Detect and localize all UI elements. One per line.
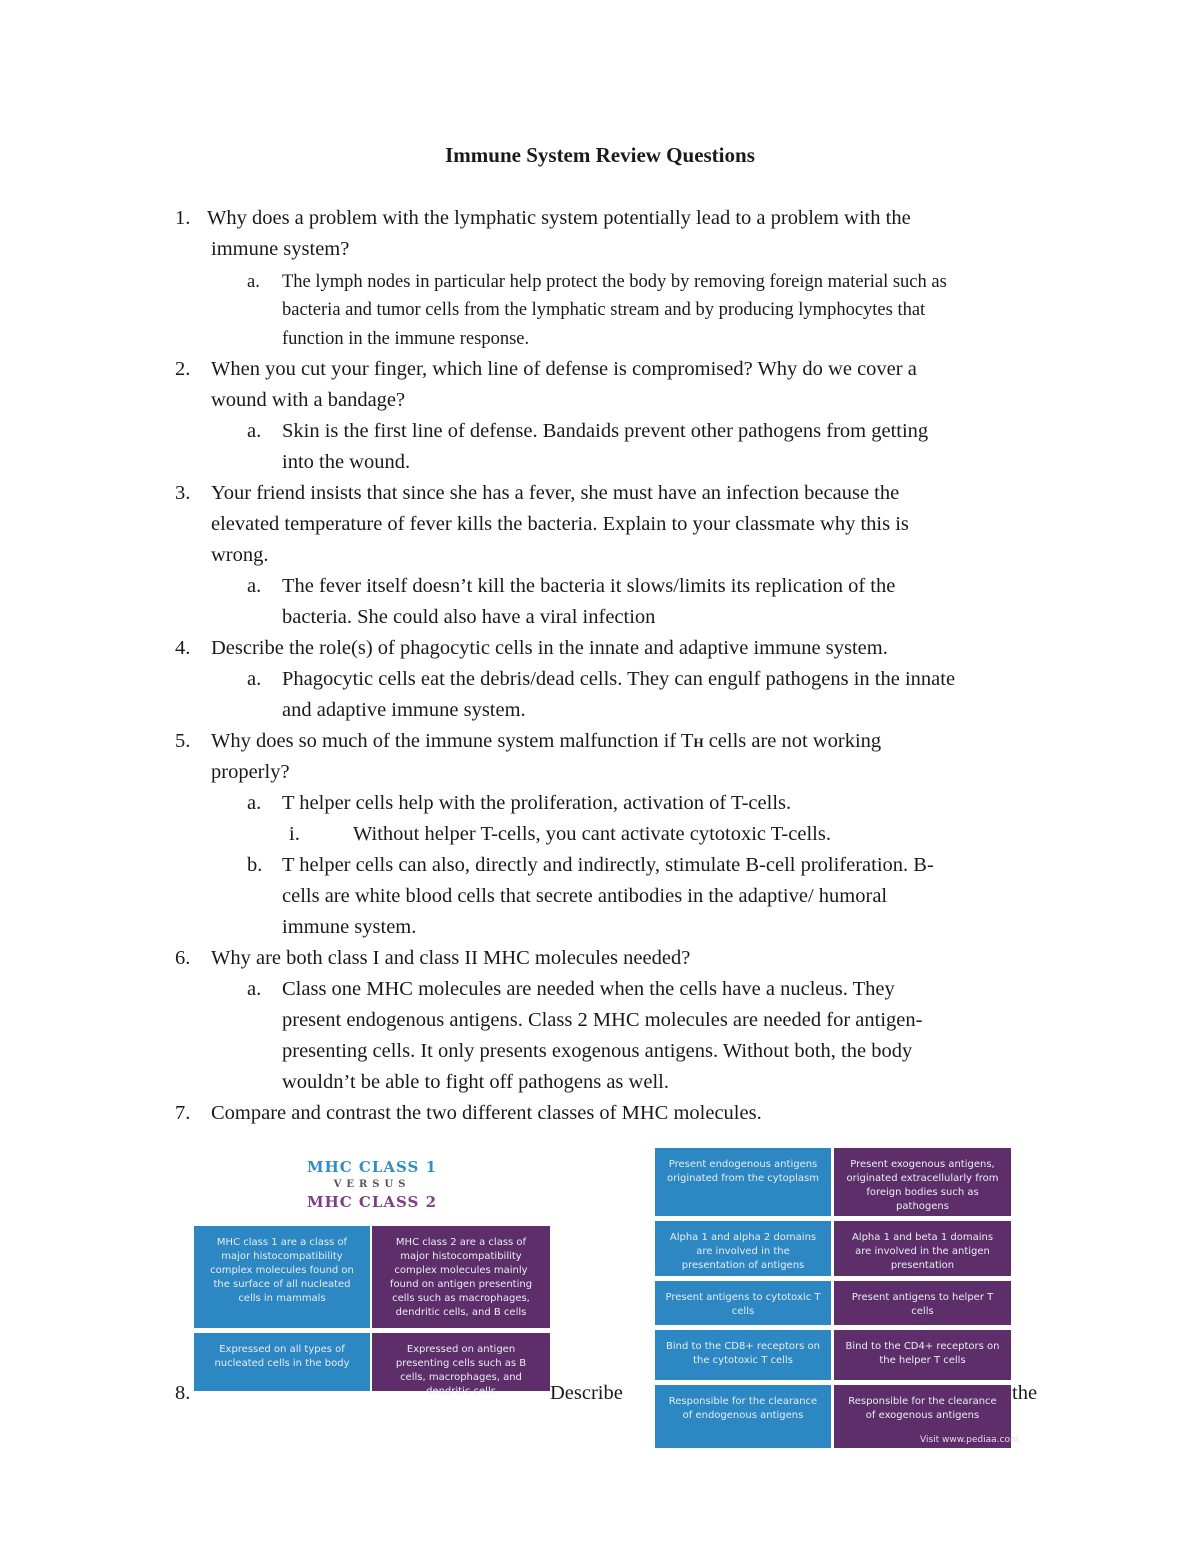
answer-4a-line-2: and adaptive immune system. [282, 699, 526, 721]
question-7-text-line-1: Compare and contrast the two different classes of MHC molecules. [211, 1102, 762, 1124]
answer-5b-line-3: immune system. [282, 916, 417, 938]
question-8-word-describe: Describe [550, 1382, 623, 1404]
question-3-number: 3. [175, 482, 191, 504]
figure-2-divider [655, 1381, 1011, 1384]
question-5-text-line-1 [211, 729, 881, 755]
question-3-text-line-2: elevated temperature of fever kills the bacteria. Explain to your classmate why this is [211, 513, 909, 535]
figure-1-heading-versus: VERSUS [333, 1179, 411, 1190]
answer-6a-line-2: present endogenous antigens. Class 2 MHC molecules are needed for antigen- [282, 1009, 923, 1031]
answer-5b-marker: b. [247, 854, 263, 876]
question-1-text-line-2: immune system? [211, 238, 350, 260]
answer-5a-i-line-1: Without helper T-cells, you cant activate cytotoxic T-cells. [353, 823, 831, 845]
figure-1-heading-class-2: MHC CLASS 2 [306, 1193, 438, 1211]
question-5-text-pre: Why does so much of the immune system malfunction if T [211, 730, 694, 752]
answer-3a-line-1: The fever itself doesn’t kill the bacteria it slows/limits its replication of the [282, 575, 896, 597]
question-7-number: 7. [175, 1102, 191, 1124]
question-8-word-the: the [1012, 1382, 1038, 1404]
question-3-text-line-1: Your friend insists that since she has a fever, she must have an infection because the [211, 482, 900, 504]
figure-1-heading-class-1: MHC CLASS 1 [306, 1158, 438, 1176]
question-4-number: 4. [175, 637, 191, 659]
answer-1a-line-3: function in the immune response. [282, 329, 530, 349]
answer-3a-line-2: bacteria. She could also have a viral infection [282, 606, 656, 628]
question-1-text-line-1: Why does a problem with the lymphatic system potentially lead to a problem with the [207, 207, 911, 229]
answer-2a-line-2: into the wound. [282, 451, 411, 473]
answer-1a-line-1: The lymph nodes in particular help protect the body by removing foreign material such as [282, 272, 947, 292]
figure-1-class-2-expression: Expressed on antigen presenting cells such as B cells, macrophages, and dendritic cells [372, 1333, 550, 1391]
answer-5a-marker: a. [247, 792, 262, 814]
answer-5b-line-2: cells are white blood cells that secrete antibodies in the adaptive/ humoral [282, 885, 888, 907]
figure-2-row-4-left: Bind to the CD8+ receptors on the cytotoxic T cells [655, 1330, 831, 1380]
question-5-subscript: H [693, 735, 704, 750]
figure-2-row-5-left: Responsible for the clearance of endogenous antigens [655, 1385, 831, 1448]
question-1-number: 1. [175, 207, 191, 229]
question-4-text-line-1: Describe the role(s) of phagocytic cells in the innate and adaptive immune system. [211, 637, 888, 659]
answer-1a-line-2: bacteria and tumor cells from the lymphatic stream and by producing lymphocytes that [282, 300, 926, 320]
question-5-number: 5. [175, 730, 191, 752]
figure-2-divider [655, 1277, 1011, 1280]
question-2-number: 2. [175, 358, 191, 380]
figure-1-class-1-definition: MHC class 1 are a class of major histocompatibility complex molecules found on the surface of all nucleated cells in mammals [194, 1226, 370, 1328]
question-5-text-post: cells are not working [703, 730, 882, 752]
answer-6a-line-3: presenting cells. It only presents exogenous antigens. Without both, the body [282, 1040, 913, 1062]
figure-2-row-3-right: Present antigens to helper T cells [834, 1281, 1011, 1325]
answer-6a-line-4: wouldn’t be able to fight off pathogens as well. [282, 1071, 669, 1093]
figure-2-row-1-left: Present endogenous antigens originated from the cytoplasm [655, 1148, 831, 1216]
question-2-text-line-1: When you cut your finger, which line of defense is compromised? Why do we cover a [211, 358, 917, 380]
figure-2-credit: Visit www.pediaa.com [920, 1435, 1019, 1445]
question-2-text-line-2: wound with a bandage? [211, 389, 406, 411]
question-6-number: 6. [175, 947, 191, 969]
question-3-text-line-3: wrong. [211, 544, 269, 566]
answer-4a-line-1: Phagocytic cells eat the debris/dead cells. They can engulf pathogens in the innate [282, 668, 956, 690]
figure-2-row-1-right: Present exogenous antigens, originated extracellularly from foreign bodies such as pathogens [834, 1148, 1011, 1216]
answer-5a-line-1: T helper cells help with the proliferation, activation of T-cells. [282, 792, 792, 814]
figure-2-row-2-left: Alpha 1 and alpha 2 domains are involved in the presentation of antigens [655, 1221, 831, 1276]
answer-2a-marker: a. [247, 420, 262, 442]
figure-2-row-2-right: Alpha 1 and beta 1 domains are involved in the antigen presentation [834, 1221, 1011, 1276]
answer-4a-marker: a. [247, 668, 262, 690]
answer-5a-i-marker: i. [289, 823, 300, 845]
answer-2a-line-1: Skin is the first line of defense. Bandaids prevent other pathogens from getting [282, 420, 929, 442]
figure-1-class-1-expression: Expressed on all types of nucleated cells in the body [194, 1333, 370, 1391]
figure-2-row-5-right: Responsible for the clearance of exogenous antigens [834, 1385, 1011, 1448]
answer-3a-marker: a. [247, 575, 262, 597]
figure-1-divider [194, 1329, 550, 1332]
question-5-text-line-2: properly? [211, 761, 290, 783]
answer-5b-line-1: T helper cells can also, directly and indirectly, stimulate B-cell proliferation. B- [282, 854, 934, 876]
figure-2-divider [655, 1326, 1011, 1329]
figure-2-row-3-left: Present antigens to cytotoxic T cells [655, 1281, 831, 1325]
answer-6a-line-1: Class one MHC molecules are needed when the cells have a nucleus. They [282, 978, 895, 1000]
question-6-text-line-1: Why are both class I and class II MHC molecules needed? [211, 947, 691, 969]
answer-1a-marker: a. [247, 272, 260, 292]
figure-1-class-2-definition: MHC class 2 are a class of major histocompatibility complex molecules mainly found on antigen presenting cells such as macrophages, dendritic cells, and B cells [372, 1226, 550, 1328]
page-title: Immune System Review Questions [445, 143, 755, 167]
question-8-number: 8. [175, 1382, 191, 1404]
figure-2-row-4-right: Bind to the CD4+ receptors on the helper T cells [834, 1330, 1011, 1380]
answer-6a-marker: a. [247, 978, 262, 1000]
figure-1-heading [194, 1158, 550, 1211]
figure-2-divider [655, 1217, 1011, 1220]
